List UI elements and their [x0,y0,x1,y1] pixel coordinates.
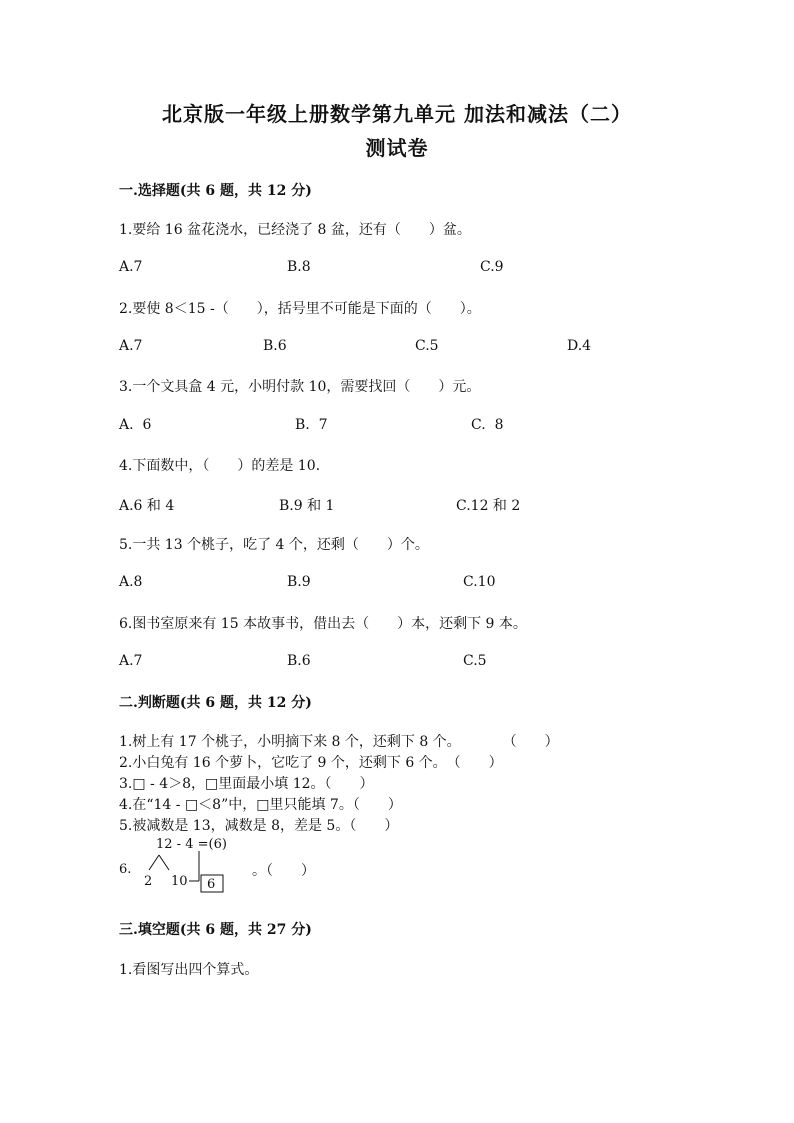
decomposition-diagram [119,835,359,895]
question-stem: 2.要使 8＜15 -（ ），括号里不可能是下面的（ ）。 [119,301,481,317]
judgement-item: 1.树上有 17 个桃子，小明摘下来 8 个，还剩下 8 个。 （ ） [119,734,559,750]
question-stem: 5.一共 13 个桃子，吃了 4 个，还剩（ ）个。 [119,537,429,553]
fill-item: 1.看图写出四个算式。 [119,962,259,978]
option: A. 6 [119,417,152,433]
section-heading-choice: 一.选择题(共 6 题，共 12 分) [119,183,312,199]
option: D.4 [567,338,592,354]
judgement-item: 4.在“14 - □＜8”中，□里只能填 7。（ ） [119,797,402,813]
option: B.6 [263,338,287,354]
split-right-number: 10 [171,874,188,889]
judgement-item-tail: 。（ ） [252,863,315,879]
judgement-item: 3.□ - 4＞8，□里面最小填 12。（ ） [119,776,374,792]
option: A.7 [119,653,143,669]
option: A.7 [119,338,143,354]
split-line-left [149,855,159,870]
answer-box-value: 6 [207,877,216,892]
option: B.9 [287,574,311,590]
page-subtitle: 测试卷 [365,136,429,160]
option: C.9 [480,259,504,275]
page-title: 北京版一年级上册数学第九单元 加法和减法（二） [162,102,632,126]
option: B. 7 [295,417,328,433]
split-left-number: 2 [144,874,153,889]
question-stem: 6.图书室原来有 15 本故事书，借出去（ ）本，还剩下 9 本。 [119,616,527,632]
question-stem: 1.要给 16 盆花浇水，已经浇了 8 盆，还有（ ）盆。 [119,222,471,238]
option: B.9 和 1 [279,498,335,514]
option: C. 8 [471,417,504,433]
option: A.6 和 4 [119,498,175,514]
question-stem: 3.一个文具盒 4 元，小明付款 10，需要找回（ ）元。 [119,379,481,395]
split-line-right [159,855,169,870]
expression: 12 - 4 =(6) [156,837,227,852]
judgement-item: 2.小白兔有 16 个萝卜，它吃了 9 个，还剩下 6 个。 （ ） [119,755,503,771]
section-heading-fill: 三.填空题(共 6 题，共 27 分) [119,922,312,938]
option: C.10 [463,574,496,590]
option: B.6 [287,653,311,669]
option: C.12 和 2 [456,498,521,514]
option: C.5 [415,338,439,354]
judgement-item: 5.被减数是 13，减数是 8，差是 5。（ ） [119,818,399,834]
section-heading-judgement: 二.判断题(共 6 题，共 12 分) [119,695,312,711]
option: B.8 [287,259,311,275]
option: C.5 [463,653,487,669]
item-number: 6. [119,862,132,877]
option: A.7 [119,259,143,275]
question-stem: 4.下面数中，（ ）的差是 10. [119,458,321,474]
option: A.8 [119,574,143,590]
